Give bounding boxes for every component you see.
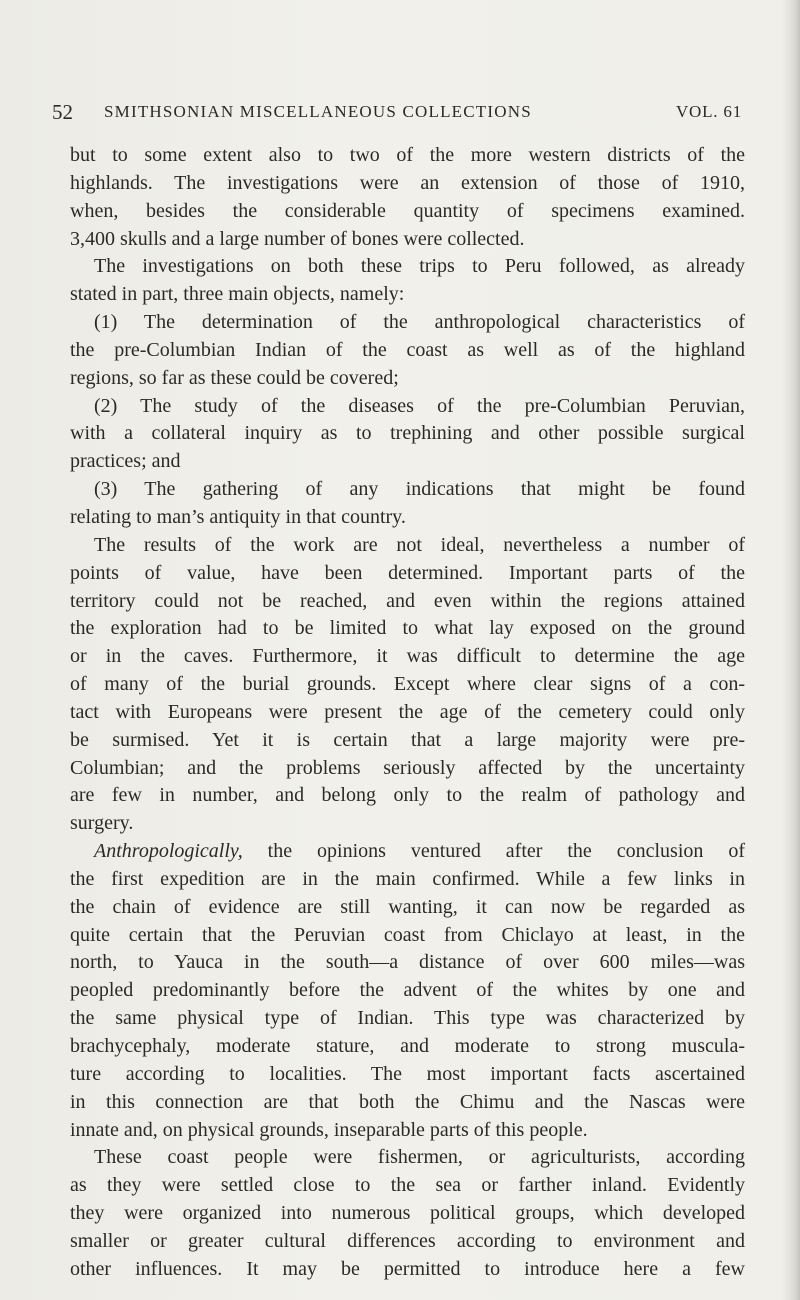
text-line: peopled predominantly before the advent of the whites by one and: [70, 979, 745, 1002]
text-line: practices; and: [70, 450, 181, 473]
text-line: quite certain that the Peruvian coast from Chiclayo at least, in the: [70, 923, 745, 946]
text-line: the exploration had to be limited to what lay exposed on the ground: [70, 617, 745, 640]
page-edge-shadow: [782, 0, 800, 1300]
page-number: 52: [52, 100, 73, 124]
text-line: (1) The determination of the anthropological characteristics of: [94, 311, 745, 334]
body-text: [70, 142, 745, 1284]
text-line: north, to Yauca in the south—a distance of over 600 miles—was: [70, 951, 745, 974]
text-line: the pre-Columbian Indian of the coast as well as of the highland: [70, 338, 745, 361]
page-header: [52, 100, 742, 130]
text-line: the chain of evidence are still wanting, it can now be regarded as: [70, 895, 745, 918]
text-line: are few in number, and belong only to the realm of pathology and: [70, 784, 745, 807]
italic-lead: Anthropologically,: [94, 840, 243, 863]
text-line: territory could not be reached, and even within the regions attained: [70, 589, 745, 612]
text-line: relating to man’s antiquity in that country.: [70, 505, 406, 528]
text-line-remainder: the opinions ventured after the conclusion of: [267, 840, 745, 863]
text-line: These coast people were fishermen, or agriculturists, according: [94, 1146, 745, 1169]
text-line: in this connection are that both the Chimu and the Nascas were: [70, 1090, 745, 1113]
text-line: surgery.: [70, 812, 134, 835]
text-line: 3,400 skulls and a large number of bones were collected.: [70, 227, 525, 250]
text-line: points of value, have been determined. Important parts of the: [70, 561, 745, 584]
text-line: (2) The study of the diseases of the pre-Columbian Peruvian,: [94, 394, 745, 417]
text-line: stated in part, three main objects, namely:: [70, 283, 405, 306]
text-line: ture according to localities. The most important facts ascertained: [70, 1062, 745, 1085]
text-line: when, besides the considerable quantity of specimens examined.: [70, 199, 745, 222]
text-line: as they were settled close to the sea or farther inland. Evidently: [70, 1174, 745, 1197]
text-line: regions, so far as these could be covered;: [70, 366, 399, 389]
text-line: tact with Europeans were present the age of the cemetery could only: [70, 700, 745, 723]
text-line: the same physical type of Indian. This type was characterized by: [70, 1007, 745, 1030]
text-line-with-italic-lead: [70, 838, 745, 866]
volume-label: VOL. 61: [675, 102, 742, 121]
text-line: innate and, on physical grounds, inseparable parts of this people.: [70, 1118, 588, 1141]
text-line: other influences. It may be permitted to introduce here a few: [70, 1257, 745, 1280]
text-line: The results of the work are not ideal, nevertheless a number of: [94, 533, 745, 556]
text-line: (3) The gathering of any indications that might be found: [94, 478, 745, 501]
text-line: or in the caves. Furthermore, it was difficult to determine the age: [70, 645, 745, 668]
text-line: be surmised. Yet it is certain that a large majority were pre-: [70, 728, 745, 751]
text-line: highlands. The investigations were an extension of those of 1910,: [70, 171, 745, 194]
text-line: but to some extent also to two of the more western districts of the: [70, 144, 745, 166]
text-line: they were organized into numerous political groups, which developed: [70, 1202, 745, 1225]
text-line: the first expedition are in the main confirmed. While a few links in: [70, 867, 745, 890]
running-title: SMITHSONIAN MISCELLANEOUS COLLECTIONS: [104, 102, 532, 121]
text-line: Columbian; and the problems seriously affected by the uncertainty: [70, 756, 745, 779]
text-line: brachycephaly, moderate stature, and moderate to strong muscula-: [70, 1035, 745, 1057]
text-line: with a collateral inquiry as to trephining and other possible surgical: [70, 422, 745, 445]
text-line: of many of the burial grounds. Except where clear signs of a con-: [70, 673, 745, 696]
text-line: The investigations on both these trips to Peru followed, as already: [94, 255, 745, 278]
text-line: smaller or greater cultural differences according to environment and: [70, 1229, 745, 1252]
